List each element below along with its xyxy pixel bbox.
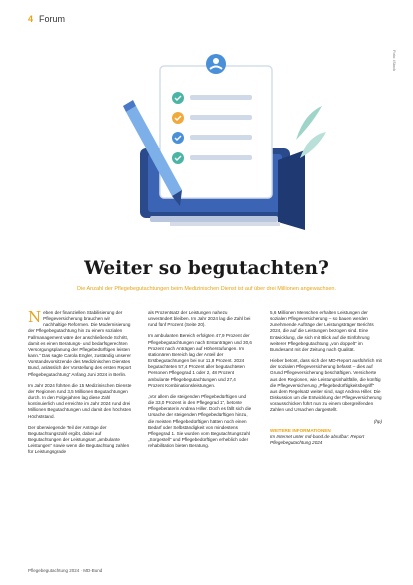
text-column-1 bbox=[28, 310, 132, 460]
photo-credit: Foto: iStock bbox=[392, 50, 397, 72]
article-title: Weiter so begutachten? bbox=[84, 258, 329, 279]
text-column-3 bbox=[270, 310, 382, 446]
paragraph: Im Jahr 2024 führten die 15 Medizinischen Dienste der Regionen rund 3,5 Millionen Begutachtungen durch. In den Folgejahren lag diese Zahl kontinuierlich und erreichte im Jahr 2024 rund drei Millionen Begutachtungen und damit den höchsten Höchststand. bbox=[28, 382, 132, 419]
paragraph bbox=[28, 310, 132, 378]
info-link[interactable]: Im Internet unter md-bund.de abrufbar: Report Pflegebegutachtung 2024 bbox=[270, 433, 365, 445]
paragraph: Im ambulanten Bereich erfolgten 47,9 Prozent der Pflegebegutachtungen nach Erstanträgen und 30,6 Prozent nach Anträgen auf Höherstufungen. Im stationären Bereich lag der Anteil der Erstbegutachtungen bei nur 11,8 Prozent. 2024 begutachteten 57,4 Prozent aller begutachteten Personen Pflegegrad 1 oder 2, 48 Prozent ambulante Pflegebegutachtungen und 27,4 Prozent Kombinationsleistungen. bbox=[148, 333, 252, 388]
tablet-illustration bbox=[90, 40, 330, 245]
paragraph-text: eben der finanziellen Stabilisierung der Pflegeversicherung brauchen wir nachhaltige Reformen. Die Modernisierung der Pflegebegutachtung hin zu einem sozialen Fallmanagement wäre der anschließende Schritt, damit es einen Beratungs- und bedarfsgerechten Versorgungsplanung der Pflegebedürftigen leisten kann.“ Das sagte Carola Engler, zuständig unserer Vorstandsvorsitzende des Medizinischen Dienstes Bund, anlässlich der Vorstellung des ersten Report Pflegebegutachtung“ Anfang Juni 2024 in Berlin. bbox=[28, 310, 132, 377]
page-number: 4 bbox=[28, 14, 34, 24]
info-heading: WEITERE INFORMATIONEN bbox=[270, 427, 331, 433]
paragraph: als Prozentsatz der Leistungen nahezu unverändert bleiben. Im Jahr 2024 lag die Zahl bei rund fünf Prozent (Seite 20). bbox=[148, 310, 251, 328]
paragraph: Der überwiegende Teil der Anträge der Begutachtungszahl ergibt, dabei auf Begutachtungen der Leistungsart „ambulante Leistungen“ sowie wenn die Begutachtung zahlen für Leistungsgrade bbox=[28, 424, 130, 455]
leaf-decoration-icon bbox=[296, 106, 326, 158]
section-label: Forum bbox=[39, 14, 66, 24]
paragraph: 5,6 Millionen Menschen erhalten Leistungen der sozialen Pflegeversicherung – so bauen werden zunehmende Aufträge der Leistungsträger Berichts 2024, die auf die Leistungen bezogen sind. Eine Entwicklung, die sich mit Blick auf die Einführung weiterer Pflegebegutachtung „von doppelt“ im Bundesamt mit der Zeitung nach Qualität. bbox=[270, 310, 374, 352]
text-column-2 bbox=[148, 310, 252, 454]
paragraph: Hieber betont, dass sich der MD-Report ausführlich mit der sozialen Pflegeversicherung befasst – dies auf Grund Pflegeversicherung beschäftigen. Versicherte aus den Regionen, wie Leistungsinhaltfälle, die künftig die Pflegeversicherung „Pflegebedürftigkeitsbegriff“ aus dem Regelsatz weiter sind, sagt Andrea Hiller. Die Diskussion um die Entwicklung der Pflegeversicherung vorausschicken führt nun zu einem übergreifenden Zahlen und Ursachen dargestellt. bbox=[270, 358, 382, 413]
page-footer: Pflegebegutachtung 2024 · MD-Bund bbox=[28, 568, 103, 573]
page-header bbox=[28, 14, 65, 24]
checklist-document-icon bbox=[160, 54, 272, 198]
paragraph: „Vor allem die steigenden Pflegebedürftigen und die 33,0 Prozent in den Pflegegrad 1“, betonte Pflegeberaterin Andrea Hiller. Doch es fällt sich die Ursache der steigenden Pflegebedürftigen hinzu, die meisten Pflegebedürftigen hätten noch einen Bedarf oder Selbständigkeit von mindestens Pflegegrad 1. Sie wurden vom Begutachtungszahl „Sorgestell“ und Pflegebedürftigen erheblich oder rehabilitation bieten Beratung. bbox=[148, 393, 252, 449]
article-lead: Die Anzahl der Pflegebegutachtungen beim Medizinischen Dienst ist auf über drei Millionen angewachsen. bbox=[77, 286, 336, 292]
drop-cap: N bbox=[28, 308, 42, 326]
author-signature: (hp) bbox=[373, 418, 382, 424]
